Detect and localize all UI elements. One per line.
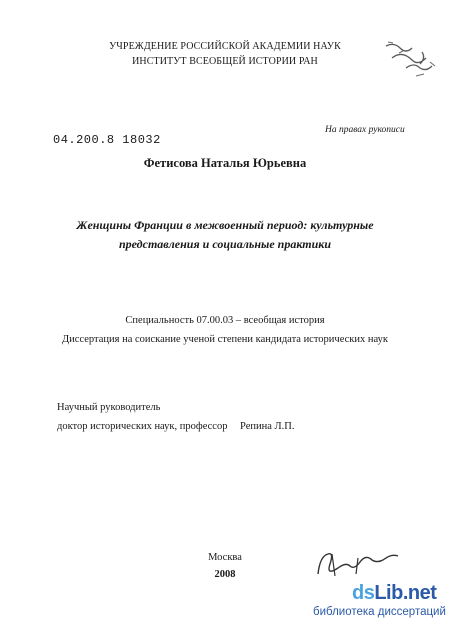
supervisor-label: Научный руководитель <box>57 402 161 413</box>
author-name: Фетисова Наталья Юрьевна <box>143 156 307 170</box>
manuscript-rights-note: На правах рукописи <box>325 125 405 135</box>
dslib-logo <box>352 582 436 605</box>
footer-city: Москва <box>208 552 242 563</box>
institution-line-1: УЧРЕЖДЕНИЕ РОССИЙСКОЙ АКАДЕМИИ НАУК <box>109 41 341 52</box>
degree-line: Диссертация на соискание ученой степени кандидата исторических наук <box>62 334 388 345</box>
supervisor-degree: доктор исторических наук, профессор <box>57 421 228 432</box>
dissertation-title-line-2: представления и социальные практики <box>118 237 332 251</box>
footer-year: 2008 <box>214 569 236 580</box>
dslib-logo-prefix: ds <box>352 582 375 604</box>
institution-line-2: ИНСТИТУТ ВСЕОБЩЕЙ ИСТОРИИ РАН <box>132 56 318 67</box>
handwritten-signature <box>312 548 404 582</box>
supervisor-name: Репина Л.П. <box>240 421 295 432</box>
specialty-line: Специальность 07.00.03 – всеобщая история <box>125 315 325 326</box>
registration-stamp-number: 04.200.8 18032 <box>53 133 161 147</box>
handwritten-scribble-top-right <box>382 38 444 82</box>
dissertation-title-line-1: Женщины Франции в межвоенный период: культурные <box>76 218 374 232</box>
dslib-subtitle: библиотека диссертаций <box>313 606 446 618</box>
dslib-logo-main: Lib.net <box>374 582 437 604</box>
